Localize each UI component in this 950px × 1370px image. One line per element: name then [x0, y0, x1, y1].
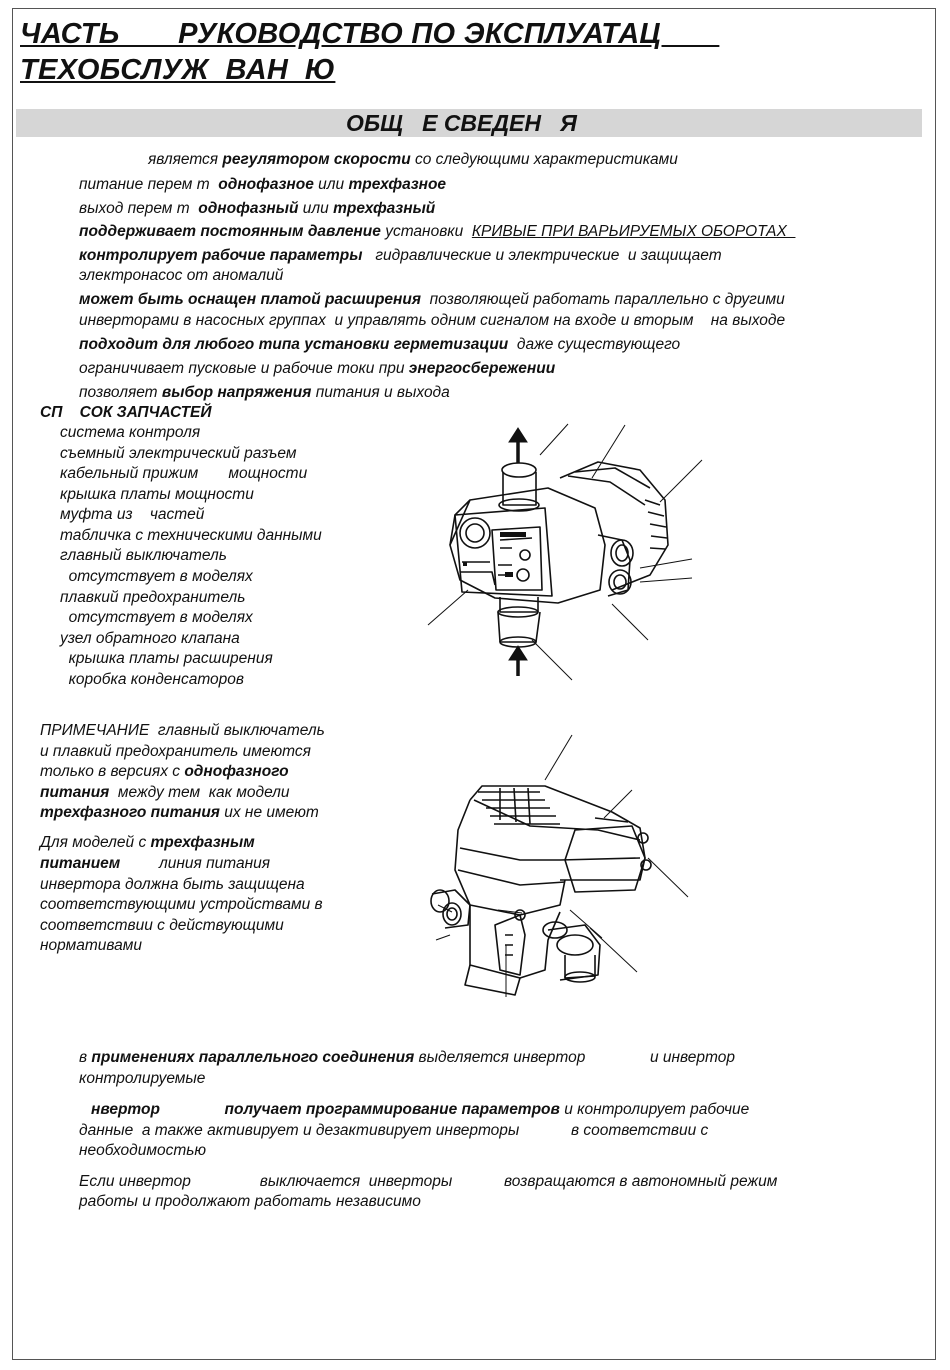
feature-4-cont: электронасос от аномалий	[79, 267, 284, 284]
feature-8: позволяет выбор напряжения питания и выхода	[79, 384, 450, 401]
parts-item: крышка платы расширения	[60, 650, 273, 667]
parts-item: система контроля	[60, 424, 201, 441]
fallback-para-line-1: Если инвертор выключается инверторы возвращаются в автономный режим	[79, 1173, 778, 1190]
parts-item: муфта из частей	[60, 506, 205, 523]
master-para-line-3: необходимостью	[79, 1142, 207, 1159]
note2-line: инвертора должна быть защищена	[40, 876, 305, 893]
master-para-line-1: нвертор получает программирование параметров и контролирует рабочие	[91, 1101, 750, 1118]
parts-item: отсутствует в моделях	[60, 609, 253, 626]
feature-7: ограничивает пусковые и рабочие токи при энергосбережении	[79, 360, 556, 377]
feature-3: поддерживает постоянным давление установки КРИВЫЕ ПРИ ВАРЬИРУЕМЫХ ОБОРОТАХ	[79, 223, 796, 240]
fallback-para-line-2: работы и продолжают работать независимо	[79, 1193, 421, 1210]
feature-6: подходит для любого типа установки герметизации даже существующего	[79, 336, 681, 353]
parts-item: крышка платы мощности	[60, 486, 254, 503]
parts-item: съемный электрический разъем	[60, 445, 297, 462]
parts-item: отсутствует в моделях	[60, 568, 253, 585]
parts-item: главный выключатель	[60, 547, 227, 564]
parallel-para-line-2: контролируемые	[79, 1070, 206, 1087]
parts-item: кабельный прижим мощности	[60, 465, 308, 482]
section-title: ОБЩ Е СВЕДЕН Я	[346, 110, 577, 136]
parts-item: табличка с техническими данными	[60, 527, 322, 544]
feature-5-cont: инверторами в насосных группах и управлять одним сигналом на входе и вторым на выходе	[79, 312, 786, 329]
feature-2: выход перем т однофазный или трехфазный	[79, 200, 436, 217]
note2-line: нормативами	[40, 937, 142, 954]
chapter-title-line-1: ЧАСТЬ РУКОВОДСТВО ПО ЭКСПЛУАТАЦ	[20, 18, 720, 50]
master-para-line-2: данные а также активирует и дезактивирует инверторы в соответствии с	[79, 1122, 709, 1139]
note2-line: питанием линия питания	[40, 855, 271, 872]
parts-item: плавкий предохранитель	[60, 589, 246, 606]
feature-1: питание перем т однофазное или трехфазное	[79, 176, 447, 193]
note-line: ПРИМЕЧАНИЕ главный выключатель	[40, 722, 325, 739]
note2-line: Для моделей с трехфазным	[40, 834, 255, 851]
parts-item: узел обратного клапана	[60, 630, 240, 647]
intro-line: является регулятором скорости со следующими характеристиками	[148, 151, 678, 168]
note2-line: соответствующими устройствами в	[40, 896, 323, 913]
note2-line: соответствии с действующими	[40, 917, 284, 934]
parallel-para-line-1: в применениях параллельного соединения выделяется инвертор и инвертор	[79, 1049, 736, 1066]
note-line: и плавкий предохранитель имеются	[40, 743, 311, 760]
note-line: питания между тем как модели	[40, 784, 290, 801]
note-line: трехфазного питания их не имеют	[40, 804, 319, 821]
feature-4: контролирует рабочие параметры гидравлические и электрические и защищает	[79, 247, 722, 264]
feature-5: может быть оснащен платой расширения позволяющей работать параллельно с другими	[79, 291, 785, 308]
parts-heading: СП СОК ЗАПЧАСТЕЙ	[40, 404, 212, 421]
note-line: только в версиях с однофазного	[40, 763, 289, 780]
chapter-title-line-2: ТЕХОБСЛУЖ ВАН Ю	[20, 54, 336, 86]
parts-item: коробка конденсаторов	[60, 671, 245, 688]
